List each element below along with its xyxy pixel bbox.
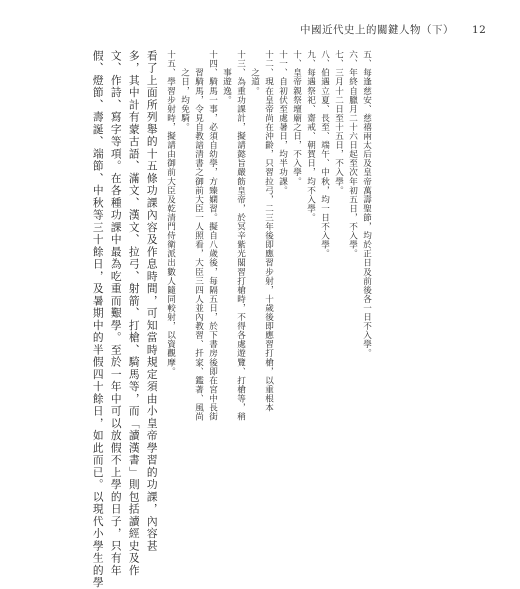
rule-8-line: 八、伯遇立夏、長至、端午、中秋，均一日不入學。	[319, 50, 330, 259]
rule-7-line: 七、三月十二日至十五日，不入學。	[333, 50, 344, 195]
rule-5-line: 五、每逢慈安、慈禧兩太后及皇帝萬壽聖節，均於正日及前後各一日不入學。	[361, 50, 372, 358]
rule-14-cont-2: 之日，均免騎。	[179, 50, 190, 132]
paragraph-line-4: 假、燈節、壽誕、端節、中秋等三十餘日，及暑期中的半假四十餘日，如此而已。以現代小學生的學	[91, 50, 105, 589]
paragraph-line-2: 多，其中計有蒙古語、滿文、漢文、拉弓、射箭、打槍、騎馬等，而「讀漢書」則包括讀經史及作	[127, 50, 141, 577]
rule-12-line: 十二、現在皇帝尚在沖齡，只習拉弓，二三年後即應習步射，十歲後即應習打槍，以重根本	[263, 50, 274, 412]
header-title: 中國近代史上的關鍵人物（下）	[300, 24, 454, 36]
page-number: 12	[472, 24, 487, 36]
rule-10-line: 十、皇帝親祭壇廟之日，不入學。	[291, 50, 302, 186]
rule-15-line: 十五、學習步射時，擬請由御前大臣及乾清門侍衛派出數人隨同較射，以資觀摩。	[165, 50, 176, 376]
rule-13-cont: 事遊逸。	[221, 50, 232, 105]
rule-11-line: 十一、自初伏至處暑日，均半功課。	[277, 50, 288, 195]
paragraph-line-3: 文、作詩、寫字等項。在各種功課中最為吃重而艱學。至於一年中可以放假不上學的日子，只有年	[109, 50, 123, 577]
rule-6-line: 六、年終自臘月二十六日起至次年初五日，不入學。	[347, 50, 358, 259]
rule-9-line: 九、每遇祭祀、齋戒、朝賀日，均不入學。	[305, 50, 316, 222]
paragraph-line-1: 看了上面所列舉的十五條功課內容及作息時間，可知當時規定須由小皇帝學習的功課，內容甚	[145, 50, 159, 553]
rule-13-line: 十三、為重功課計，擬請懿旨嚴飭皇帝，於冥辛紫光閣習打槍時，不得各處遊覽、打槍等，稍	[235, 50, 246, 422]
rule-14-cont-1: 習騎馬，令見自教諳清書之御前大臣一人照看，大臣三四人並內教習、扦家、鑑著、風尚	[193, 50, 204, 422]
rule-14-line: 十四、騎馬一事，必須自幼學，方臻嫻習。擬自八歲後，每隔五日，於下書房後即在宮中長街	[207, 50, 218, 422]
running-header	[300, 22, 486, 37]
rule-12-cont: 之道。	[249, 50, 260, 96]
